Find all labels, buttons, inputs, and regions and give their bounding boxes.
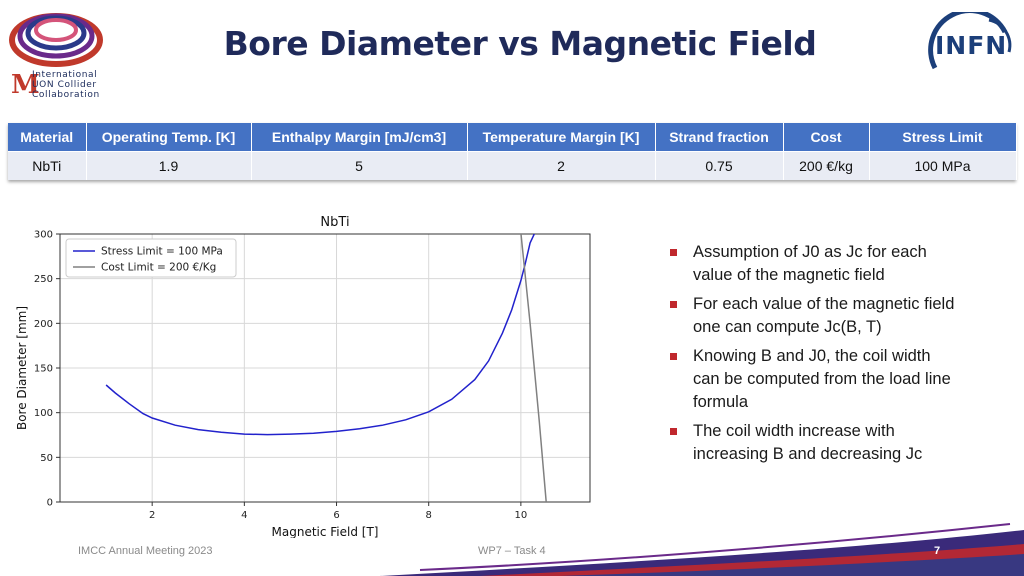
bullet-item	[670, 241, 960, 287]
imcc-line: International	[32, 70, 98, 80]
bullet-square-icon	[670, 428, 677, 435]
page-number: 7	[934, 545, 941, 557]
table-cell: 2	[467, 152, 655, 181]
imcc-rings-icon	[6, 6, 106, 70]
footer-task: WP7 – Task 4	[478, 545, 546, 557]
table-header-row	[8, 123, 1016, 152]
column-header: Cost	[783, 123, 869, 152]
column-header: Temperature Margin [K]	[467, 123, 655, 152]
bullet-list	[670, 241, 960, 472]
legend-label: Stress Limit = 100 MPa	[101, 245, 223, 258]
x-axis-label: Magnetic Field [T]	[271, 525, 379, 538]
y-tick-label: 50	[40, 452, 53, 464]
table-cell: 1.9	[86, 152, 251, 181]
x-tick-label: 8	[425, 510, 432, 521]
table-cell: 0.75	[655, 152, 783, 181]
imcc-logo	[6, 6, 106, 102]
imcc-line: Collaboration	[32, 90, 100, 100]
x-tick-label: 2	[148, 510, 156, 521]
column-header: Strand fraction	[655, 123, 783, 152]
parameters-table	[8, 123, 1017, 180]
bullet-text: Assumption of J0 as Jc for each value of the magnetic field	[693, 243, 927, 284]
bullet-item	[670, 345, 960, 414]
slide-title: Bore Diameter vs Magnetic Field	[223, 24, 817, 63]
y-axis-label: Bore Diameter [mm]	[15, 305, 29, 431]
bullet-text: Knowing B and J0, the coil width can be computed from the load line formula	[693, 347, 951, 411]
y-tick-label: 300	[33, 229, 53, 241]
y-tick-label: 0	[46, 497, 53, 509]
infn-logo	[905, 12, 1015, 74]
chart-title: NbTi	[320, 215, 350, 230]
table-cell: 100 MPa	[869, 152, 1016, 181]
bullet-item	[670, 293, 960, 339]
y-tick-label: 100	[33, 408, 53, 420]
x-tick-label: 4	[241, 510, 248, 521]
imcc-initial: M	[11, 70, 40, 100]
table-cell: 200 €/kg	[783, 152, 869, 181]
x-tick-label: 10	[514, 510, 528, 521]
infn-wordmark: INFN	[935, 31, 1008, 60]
column-header: Enthalpy Margin [mJ/cm3]	[251, 123, 467, 152]
bullet-item	[670, 420, 960, 466]
bullet-square-icon	[670, 301, 677, 308]
imcc-line: UON Collider	[32, 80, 97, 90]
column-header: Material	[8, 123, 86, 152]
footer-event: IMCC Annual Meeting 2023	[78, 545, 213, 557]
table-row	[8, 152, 1016, 181]
y-tick-label: 250	[33, 274, 53, 286]
y-tick-label: 150	[33, 363, 53, 375]
bullet-square-icon	[670, 353, 677, 360]
imcc-logo-text	[32, 70, 100, 100]
parameters-table-container	[8, 123, 1016, 180]
table-cell: 5	[251, 152, 467, 181]
table-cell: NbTi	[8, 152, 86, 181]
bore-diameter-chart	[10, 208, 600, 538]
bullet-square-icon	[670, 249, 677, 256]
bullet-text: The coil width increase with increasing B and decreasing Jc	[693, 422, 923, 463]
legend-label: Cost Limit = 200 €/Kg	[101, 261, 217, 274]
column-header: Operating Temp. [K]	[86, 123, 251, 152]
column-header: Stress Limit	[869, 123, 1016, 152]
y-tick-label: 200	[33, 318, 53, 330]
x-tick-label: 6	[333, 510, 340, 521]
bullet-text: For each value of the magnetic field one can compute Jc(B, T)	[693, 295, 955, 336]
